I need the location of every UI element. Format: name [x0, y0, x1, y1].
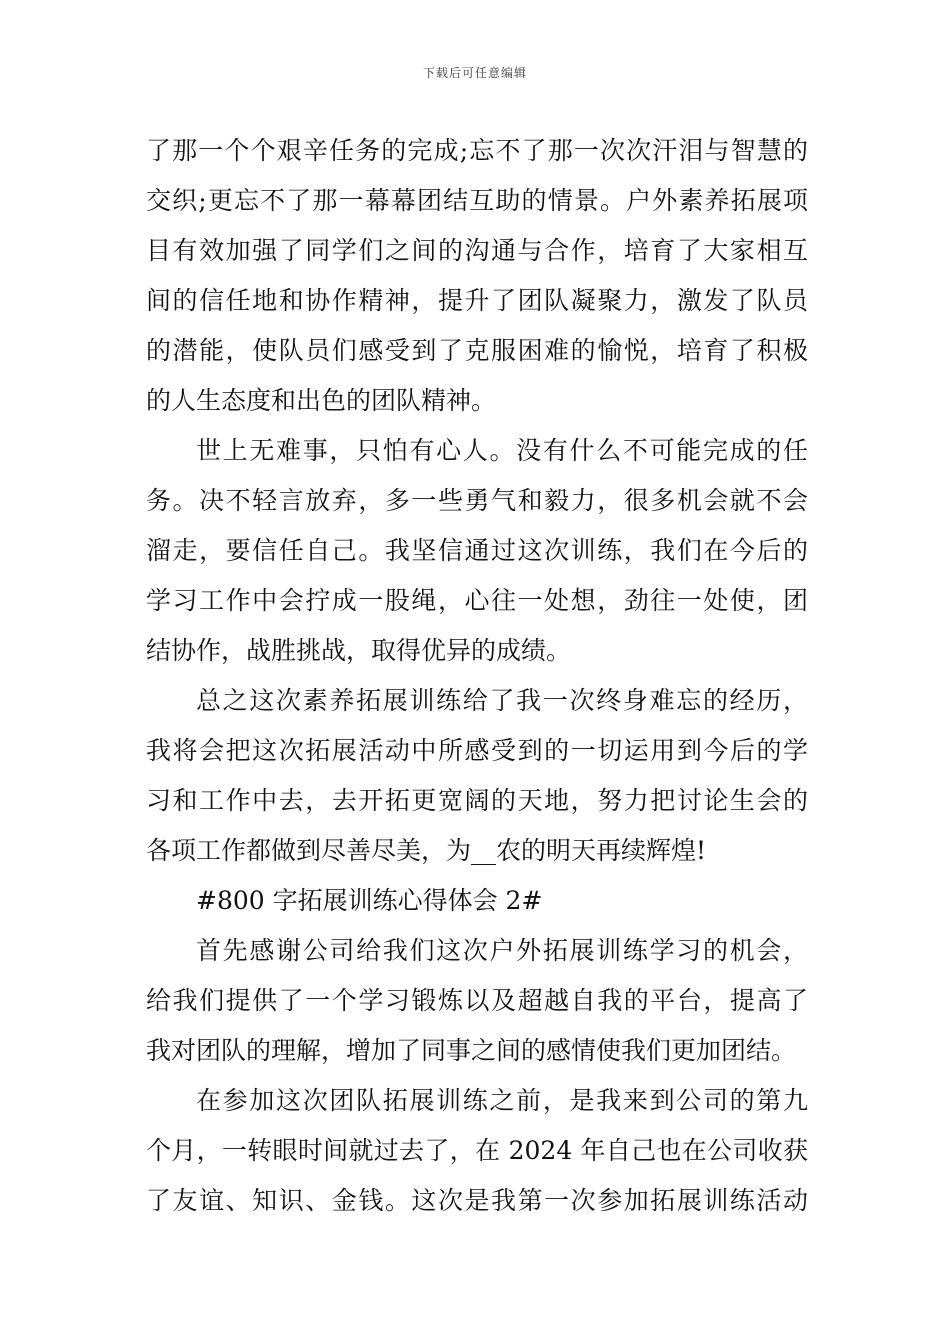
- text-line: 个月，一转眼时间就过去了，在 2024 年自己也在公司收获: [146, 1136, 808, 1165]
- section-heading: #800 字拓展训练心得体会 2#: [196, 886, 543, 915]
- text-line: 的潜能，使队员们感受到了克服困难的愉悦，培育了积极: [146, 336, 808, 365]
- download-note: 下载后可任意编辑: [422, 66, 527, 80]
- text-line: 各项工作都做到尽善尽美，为__农的明天再续辉煌!: [146, 836, 707, 865]
- text-line: 我对团队的理解，增加了同事之间的感情使我们更加团结。: [146, 1036, 797, 1065]
- text-line: 结协作，战胜挑战，取得优异的成绩。: [146, 636, 572, 665]
- paragraph-start-line: 世上无难事，只怕有心人。没有什么不可能完成的任: [196, 436, 808, 465]
- text-line: 目有效加强了同学们之间的沟通与合作，培育了大家相互: [146, 236, 808, 265]
- text-line: 学习工作中会拧成一股绳，心往一处想，劲往一处使，团: [146, 586, 808, 615]
- text-line: 习和工作中去，去开拓更宽阔的天地，努力把讨论生会的: [146, 786, 808, 815]
- text-line: 了那一个个艰辛任务的完成;忘不了那一次次汗泪与智慧的: [146, 136, 808, 165]
- text-line: 务。决不轻言放弃，多一些勇气和毅力，很多机会就不会: [146, 486, 808, 515]
- text-line: 间的信任地和协作精神，提升了团队凝聚力，激发了队员: [146, 286, 808, 315]
- text-line: 我将会把这次拓展活动中所感受到的一切运用到今后的学: [146, 736, 808, 765]
- text-line: 溜走，要信任自己。我坚信通过这次训练，我们在今后的: [146, 536, 808, 565]
- text-line: 交织;更忘不了那一幕幕团结互助的情景。户外素养拓展项: [146, 186, 808, 215]
- text-line: 了友谊、知识、金钱。这次是我第一次参加拓展训练活动: [146, 1186, 808, 1215]
- paragraph-start-line: 首先感谢公司给我们这次户外拓展训练学习的机会，: [196, 936, 808, 965]
- paragraph-start-line: 总之这次素养拓展训练给了我一次终身难忘的经历，: [196, 686, 808, 715]
- text-line: 的人生态度和出色的团队精神。: [146, 386, 497, 415]
- text-line: 给我们提供了一个学习锻炼以及超越自我的平台，提高了: [146, 986, 808, 1015]
- paragraph-start-line: 在参加这次团队拓展训练之前，是我来到公司的第九: [196, 1086, 808, 1115]
- document-body: [146, 126, 808, 1226]
